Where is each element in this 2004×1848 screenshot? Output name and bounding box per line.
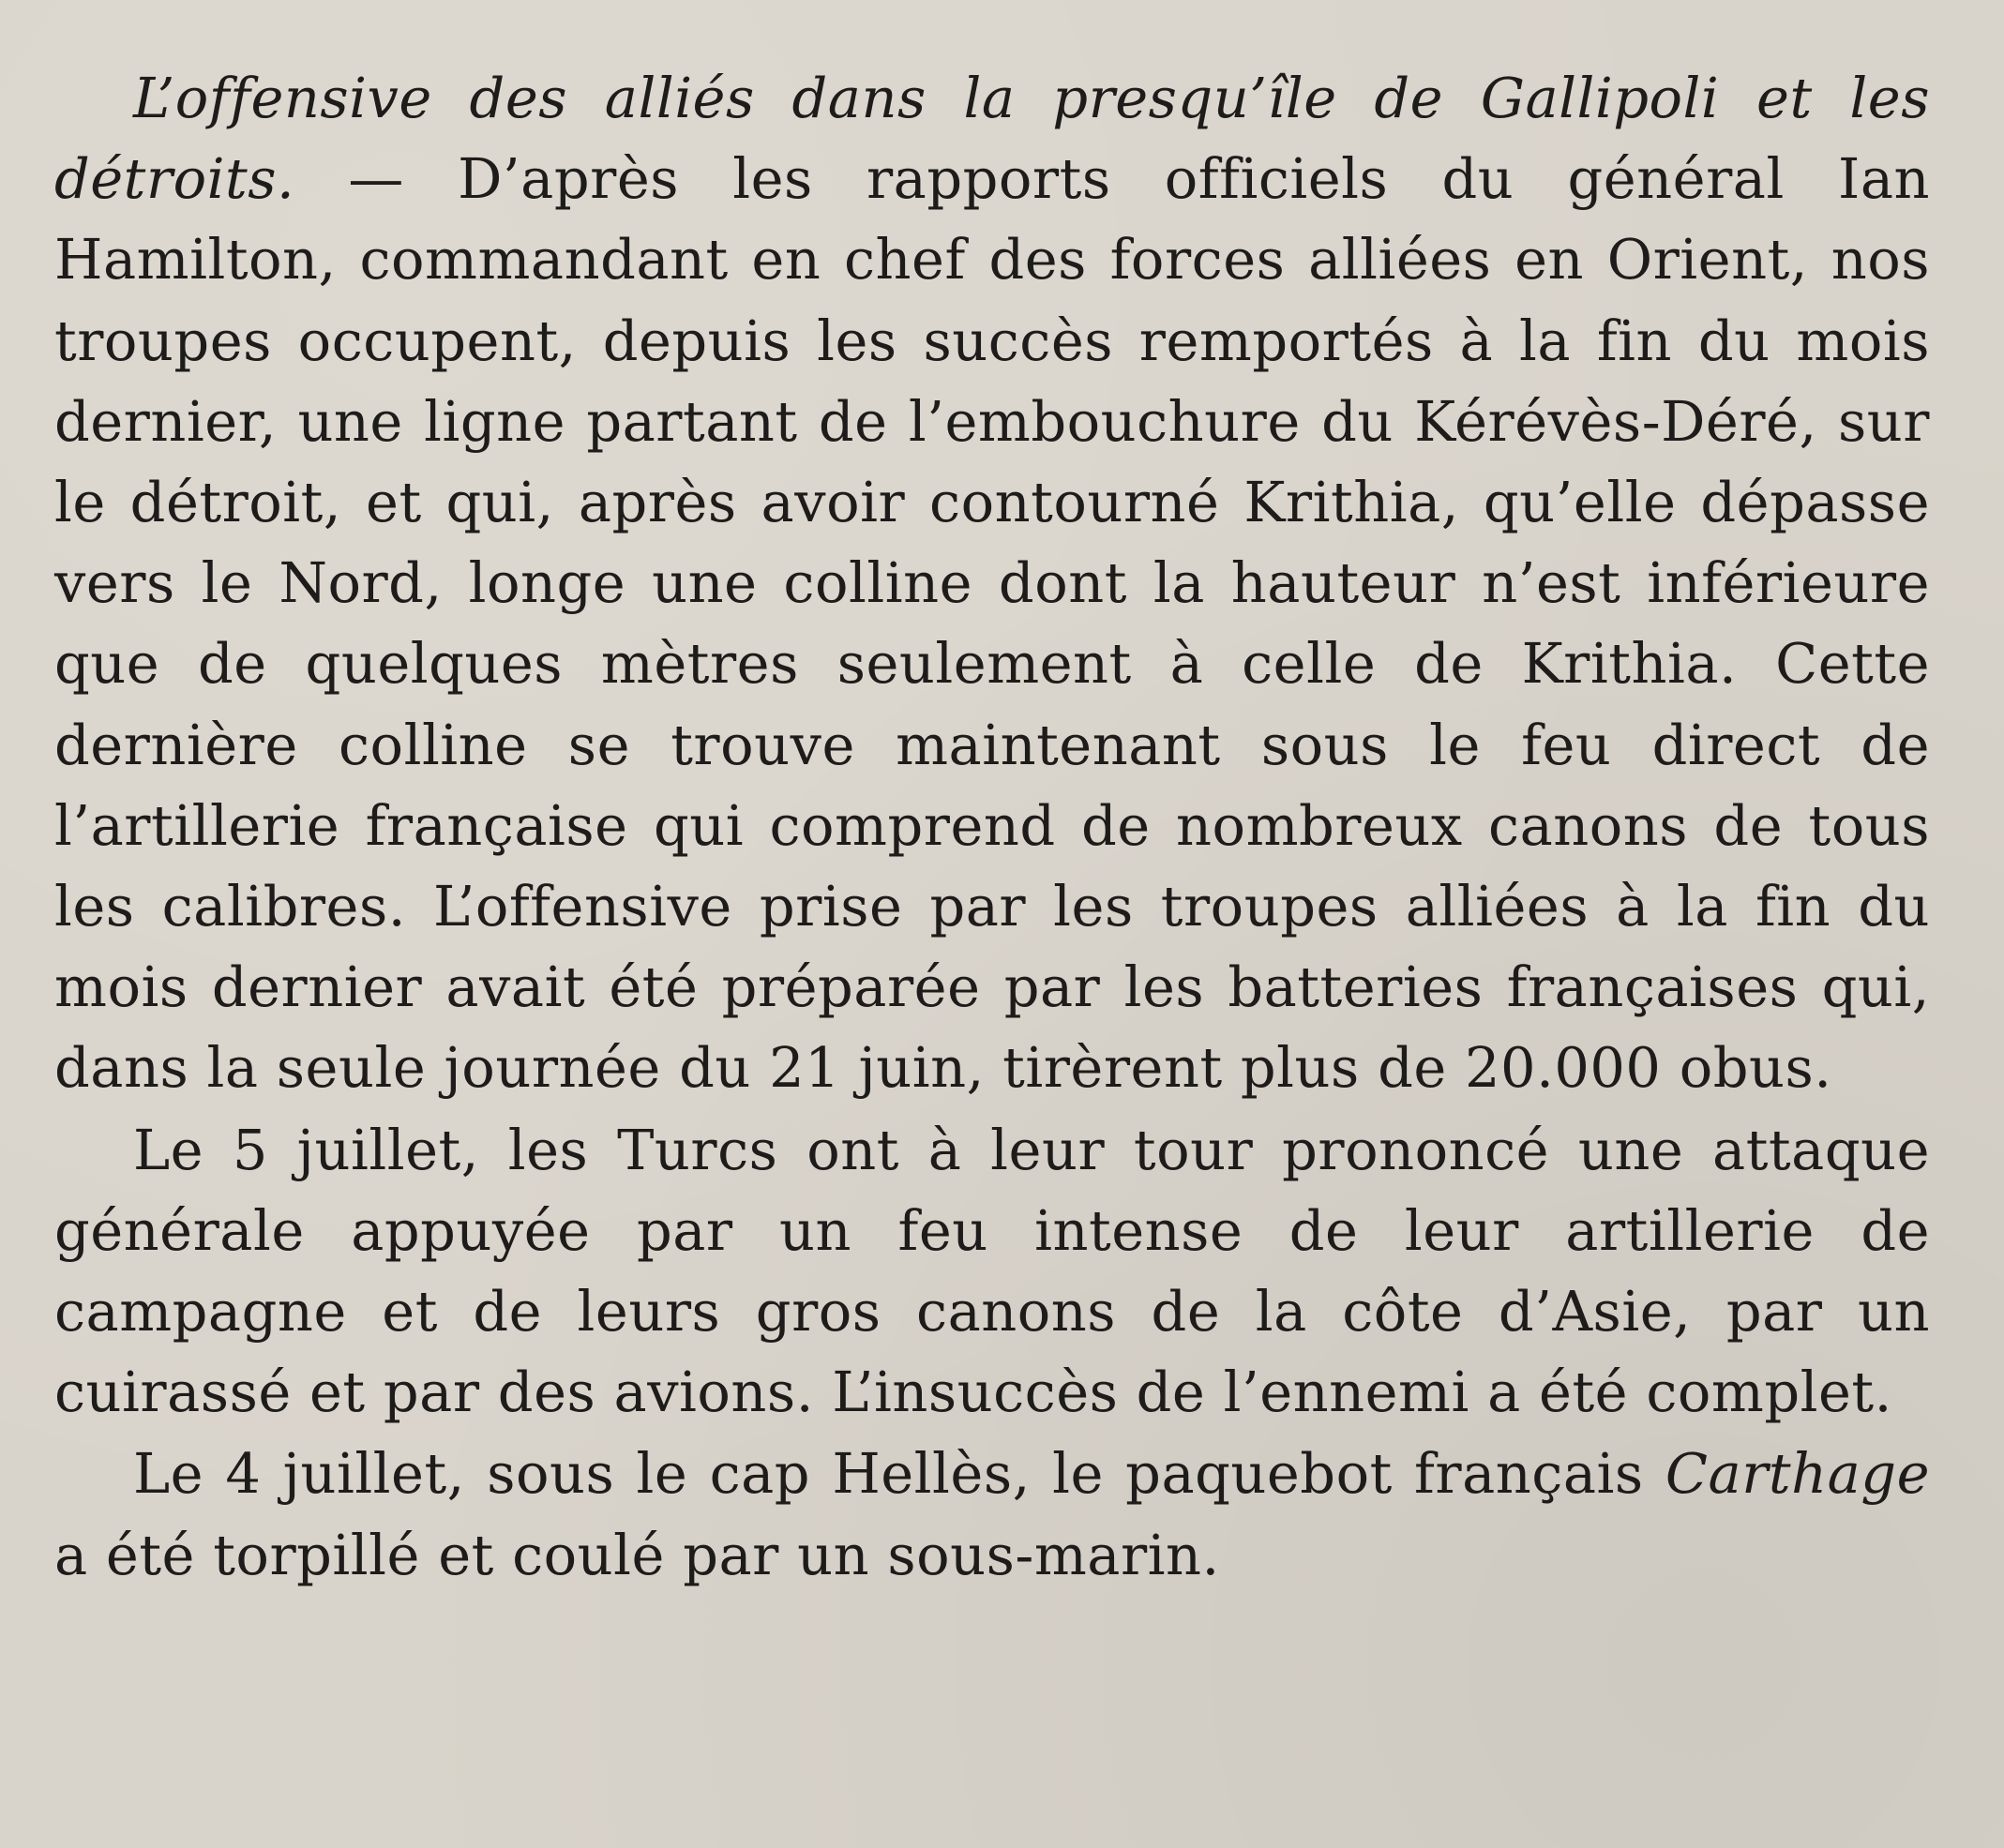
document-page xyxy=(54,58,1930,1802)
ship-name: Carthage xyxy=(1665,1441,1930,1507)
paragraph-2-text: Le 5 juillet, les Turcs ont à leur tour prononcé une attaque générale appuyée par un feu intense de leur artillerie de campagne et de leurs gros canons de la côte d’Asie, par un cuirassé et par des avions. L’insuccès de l’ennemi a été complet. xyxy=(54,1117,1930,1425)
article-heading: L’offensive des alliés dans la presqu’île de Gallipoli et les détroits. xyxy=(54,66,1930,212)
paragraph-1 xyxy=(54,58,1930,1109)
paragraph-1-text: D’après les rapports officiels du général Ian Hamilton, commandant en chef des forces alliées en Orient, nos troupes occupent, depuis les succès remportés à la fin du mois dernier, une ligne partant de l’embouchure du Kérévès-Déré, sur le détroit, et qui, après avoir contourné Krithia, qu’elle dépasse vers le Nord, longe une colline dont la hauteur n’est inférieure que de quelques mètres seulement à celle de Krithia. Cette dernière colline se trouve maintenant sous le feu direct de l’artillerie française qui comprend de nombreux canons de tous les calibres. L’offensive prise par les troupes alliées à la fin du mois dernier avait été préparée par les batteries françaises qui, dans la seule journée du 21 juin, tirèrent plus de 20.000 obus. xyxy=(54,146,1930,1101)
paragraph-3-text-start: Le 4 juillet, sous le cap Hellès, le paquebot français xyxy=(133,1441,1665,1507)
paragraph-3-text-end: a été torpillé et coulé par un sous-marin. xyxy=(54,1522,1220,1587)
heading-dash: — xyxy=(294,146,459,212)
paragraph-3 xyxy=(54,1434,1930,1595)
paragraph-2 xyxy=(54,1110,1930,1434)
